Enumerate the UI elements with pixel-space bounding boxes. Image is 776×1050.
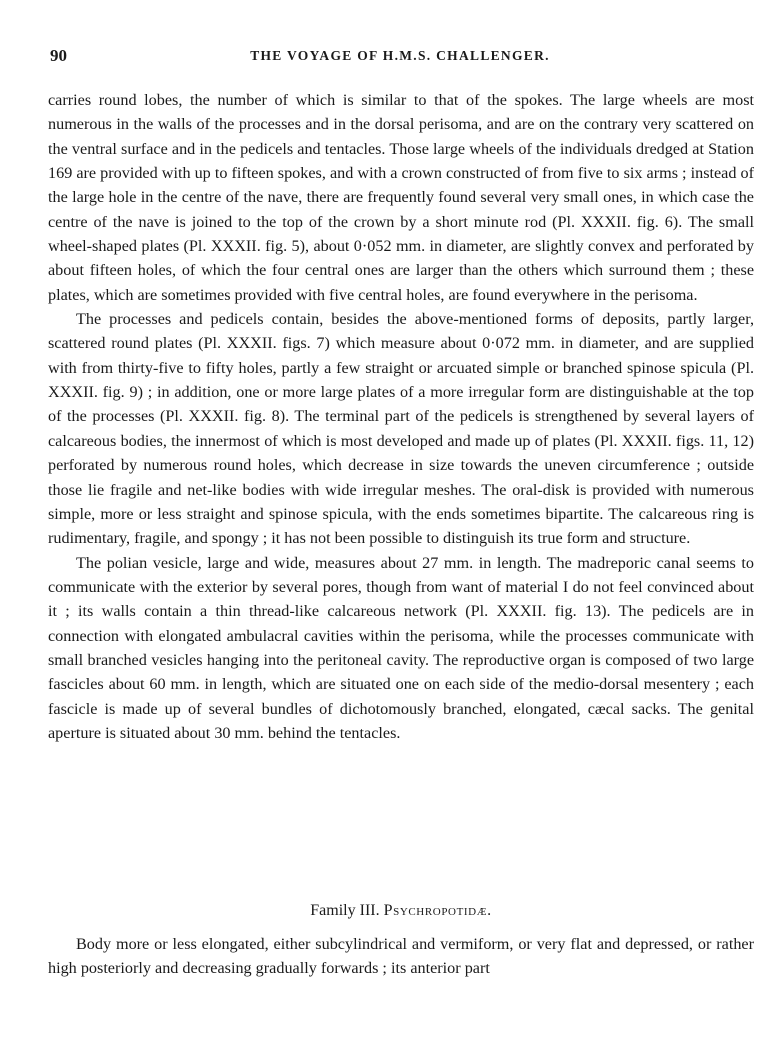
running-head	[44, 46, 756, 70]
family-paragraph: Body more or less elongated, either subcylindrical and vermiform, or very flat and depressed, or rather high posteriorly and decreasing gradually forwards ; its anterior part	[48, 935, 754, 978]
family-heading	[48, 902, 754, 920]
page-number: 90	[50, 46, 67, 65]
running-title: THE VOYAGE OF H.M.S. CHALLENGER.	[250, 48, 550, 63]
family-heading-prefix: Family III.	[310, 902, 380, 919]
paragraph-1: carries round lobes, the number of which is similar to that of the spokes. The large wheels are most numerous in the walls of the processes and in the dorsal perisoma, and are on the contrary very scattered on the ventral surface and in the pedicels and tentacles. Those large wheels of the individuals dredged at Station 169 are provided with up to fifteen spokes, and with a crown constructed of from five to six arms ; instead of the large hole in the centre of the nave, there are frequently found several very small ones, in which case the centre of the nave is joined to the top of the crown by a short minute rod (Pl. XXXII. fig. 6). The small wheel-shaped plates (Pl. XXXII. fig. 5), about 0·052 mm. in diameter, are slightly convex and perforated by about fifteen holes, of which the four central ones are larger than the others which surround them ; these plates, which are sometimes provided with five central holes, are found everywhere in the perisoma.	[48, 91, 754, 304]
family-heading-name: Psychropotidæ.	[383, 902, 492, 919]
family-description	[48, 932, 754, 981]
paragraph-3: The polian vesicle, large and wide, measures about 27 mm. in length. The madreporic canal seems to communicate with the exterior by several pores, though from want of material I do not feel convinced about it ; its walls contain a thin thread-like calcareous network (Pl. XXXII. fig. 13). The pedicels are in connection with elongated ambulacral cavities within the perisoma, while the processes communicate with small branched vesicles hanging into the peritoneal cavity. The reproductive organ is composed of two large fascicles about 60 mm. in length, which are situated one on each side of the medio-dorsal mesentery ; each fascicle is made up of several bundles of dichotomously branched, elongated, cæcal sacks. The genital aperture is situated about 30 mm. behind the tentacles.	[48, 553, 754, 742]
body-text	[48, 88, 754, 745]
paragraph-2: The processes and pedicels contain, besides the above-mentioned forms of deposits, partly larger, scattered round plates (Pl. XXXII. figs. 7) which measure about 0·072 mm. in diameter, and are supplied with from thirty-five to fifty holes, partly a few straight or arcuated simple or branched spinose spicula (Pl. XXXII. fig. 9) ; in addition, one or more large plates of a more irregular form are distinguishable at the top of the processes (Pl. XXXII. fig. 8). The terminal part of the pedicels is strengthened by several layers of calcareous bodies, the innermost of which is most developed and made up of plates (Pl. XXXII. figs. 11, 12) perforated by numerous round holes, which decrease in size towards the uneven circumference ; outside those lie fragile and net-like bodies with wide irregular meshes. The oral-disk is provided with numerous simple, more or less straight and spinose spicula, with the ends sometimes bipartite. The calcareous ring is rudimentary, fragile, and spongy ; it has not been possible to distinguish its true form and structure.	[48, 310, 754, 548]
